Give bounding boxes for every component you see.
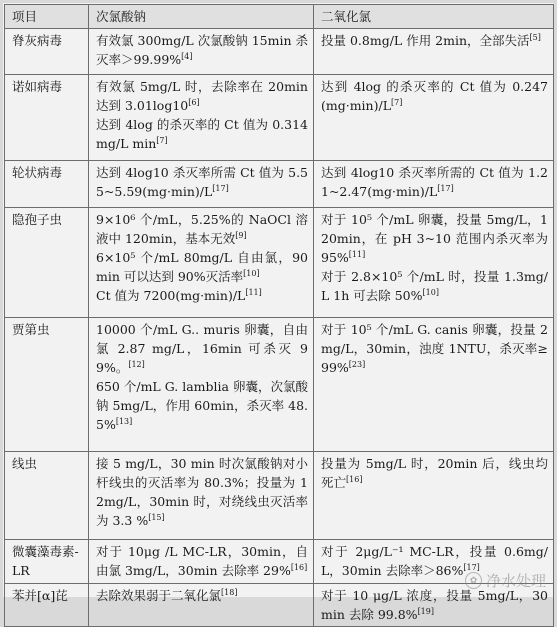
cell-paragraph: [321, 77, 548, 115]
cell-naocl: [89, 584, 314, 627]
cell-item: 微囊藻毒素-LR: [5, 540, 89, 584]
table-row: [5, 208, 554, 318]
citation-ref: [11]: [348, 249, 366, 259]
cell-text: 达到 4log10 杀灭率所需的 Ct 值为 1.21~2.47(mg·min)/L: [321, 165, 548, 199]
header-item: 项目: [5, 5, 89, 29]
cell-text: 9×10⁶ 个/mL，5.25%的 NaOCl 溶液中 120min，基本无效: [96, 212, 308, 246]
table-row: [5, 75, 554, 161]
citation-ref: [11]: [245, 287, 262, 297]
cell-text: 达到 4log 的杀灭率的 Ct 值为 0.314 mg/L min: [96, 117, 308, 151]
cell-paragraph: [96, 163, 308, 201]
cell-naocl: [89, 452, 314, 540]
cell-clo2: [314, 161, 554, 208]
watermark-text: 净水处理: [485, 572, 546, 590]
cell-item: 苯并[α]芘: [5, 584, 89, 627]
cell-paragraph: [96, 77, 308, 115]
cell-paragraph: [321, 267, 548, 305]
citation-ref: [9]: [235, 230, 247, 240]
cell-text: 对于 2.8×10⁵ 个/mL 时，投量 1.3mg/L 1h 可去除 50%: [321, 269, 548, 303]
citation-ref: [6]: [188, 97, 200, 107]
document-sheet: [3, 3, 554, 622]
cell-item: 轮状病毒: [5, 161, 89, 208]
citation-ref: [4]: [181, 51, 193, 61]
citation-ref: [15]: [148, 512, 165, 522]
cell-text: 投量 0.8mg/L 作用 2min，全部失活: [321, 33, 530, 48]
cell-paragraph: [96, 320, 308, 377]
cell-text: 10000 个/mL G.. muris 卵囊，自由氯 2.87 mg/L，16min 可杀灭 99%。: [96, 322, 308, 375]
cell-text: 有效氯 300mg/L 次氯酸钠 15min 杀灭率＞99.99%: [96, 33, 308, 67]
citation-ref: [19]: [417, 606, 434, 616]
header-naocl: 次氯酸钠: [89, 5, 314, 29]
cell-paragraph: [96, 115, 308, 153]
cell-paragraph: [321, 320, 548, 377]
cell-item: 隐孢子虫: [5, 208, 89, 318]
cell-clo2: [314, 75, 554, 161]
header-row: [5, 5, 554, 29]
wechat-icon: ✿: [465, 572, 482, 589]
cell-item: 线虫: [5, 452, 89, 540]
cell-text: 对于 10 μg/L 浓度，投量 5mg/L，30min 去除 99.8%: [321, 588, 548, 622]
cell-clo2: [314, 208, 554, 318]
cell-item: 脊灰病毒: [5, 29, 89, 75]
cell-paragraph: [96, 542, 308, 580]
cell-paragraph: [321, 454, 548, 492]
cell-paragraph: [96, 286, 308, 305]
cell-text: 对于 10⁵ 个/mL 卵囊，投量 5mg/L，120min，在 pH 3~10 范围内杀灭率为 95%: [321, 212, 548, 265]
citation-ref: [13]: [115, 416, 133, 426]
header-clo2: 二氧化氯: [314, 5, 554, 29]
citation-ref: [17]: [212, 183, 229, 193]
citation-ref: [16]: [290, 562, 308, 572]
cell-paragraph: [96, 586, 308, 605]
citation-ref: [10]: [422, 287, 439, 297]
cell-paragraph: [321, 210, 548, 267]
cell-naocl: [89, 161, 314, 208]
cell-text: 有效氯 5mg/L 时，去除率在 20min 达到 3.01log10: [96, 79, 308, 113]
citation-ref: [12]: [128, 359, 145, 369]
table-row: [5, 318, 554, 452]
cell-text: 650 个/mL G. lamblia 卵囊，次氯酸钠 5mg/L，作用 60min，杀灭率 48.5%: [96, 379, 308, 432]
cell-paragraph: [96, 248, 308, 286]
cell-text: 6×10⁵ 个/mL 80mg/L 自由氯，90min 可以达到 90%灭活率: [96, 250, 308, 284]
citation-ref: [16]: [346, 474, 363, 484]
citation-ref: [23]: [348, 359, 366, 369]
cell-naocl: [89, 540, 314, 584]
citation-ref: [10]: [243, 268, 260, 278]
cell-text: Ct 值为 7200(mg·min)/L: [96, 288, 246, 303]
citation-ref: [17]: [463, 562, 480, 572]
cell-paragraph: [96, 31, 308, 69]
comparison-table: [4, 4, 554, 627]
cell-text: 对于 10⁵ 个/mL G. canis 卵囊，投量 2mg/L，30min，浊度 1NTU，杀灭率≥99%: [321, 322, 548, 375]
cell-paragraph: [96, 210, 308, 248]
citation-ref: [7]: [391, 97, 403, 107]
table-row: [5, 161, 554, 208]
cell-item: 贾第虫: [5, 318, 89, 452]
cell-paragraph: [321, 163, 548, 201]
cell-paragraph: [96, 377, 308, 434]
cell-naocl: [89, 29, 314, 75]
cell-item: 诺如病毒: [5, 75, 89, 161]
cell-text: 对于 10μg /L MC-LR，30min，自由氯 3mg/L，30min 去除率 29%: [96, 544, 308, 578]
cell-text: 去除效果弱于二氧化氯: [96, 588, 222, 603]
cell-naocl: [89, 75, 314, 161]
citation-ref: [5]: [529, 32, 541, 42]
cell-paragraph: [321, 586, 548, 624]
cell-text: 投量为 5mg/L 时，20min 后，线虫均死亡: [321, 456, 548, 490]
cell-text: 达到 4log 的杀灭率的 Ct 值为 0.247 (mg·min)/L: [321, 79, 548, 113]
cell-text: 对于 2μg/L⁻¹ MC-LR，投量 0.6mg/L，30min 去除率＞86%: [321, 544, 548, 578]
cell-naocl: [89, 318, 314, 452]
citation-ref: [7]: [156, 135, 168, 145]
table-row: [5, 452, 554, 540]
cell-text: 接 5 mg/L，30 min 时次氯酸钠对小杆线虫的灭活率为 80.3%；投量为 12mg/L，30min 时，对绕线虫灭活率为 3.3 %: [96, 456, 308, 528]
cell-paragraph: [96, 454, 308, 530]
table-row: [5, 29, 554, 75]
watermark: [465, 570, 546, 591]
citation-ref: [17]: [437, 183, 454, 193]
citation-ref: [18]: [221, 587, 238, 597]
cell-paragraph: [321, 31, 548, 50]
cell-clo2: [314, 452, 554, 540]
cell-naocl: [89, 208, 314, 318]
cell-clo2: [314, 29, 554, 75]
cell-text: 达到 4log10 杀灭率所需 Ct 值为 5.55~5.59(mg·min)/L: [96, 165, 308, 199]
cell-clo2: [314, 318, 554, 452]
